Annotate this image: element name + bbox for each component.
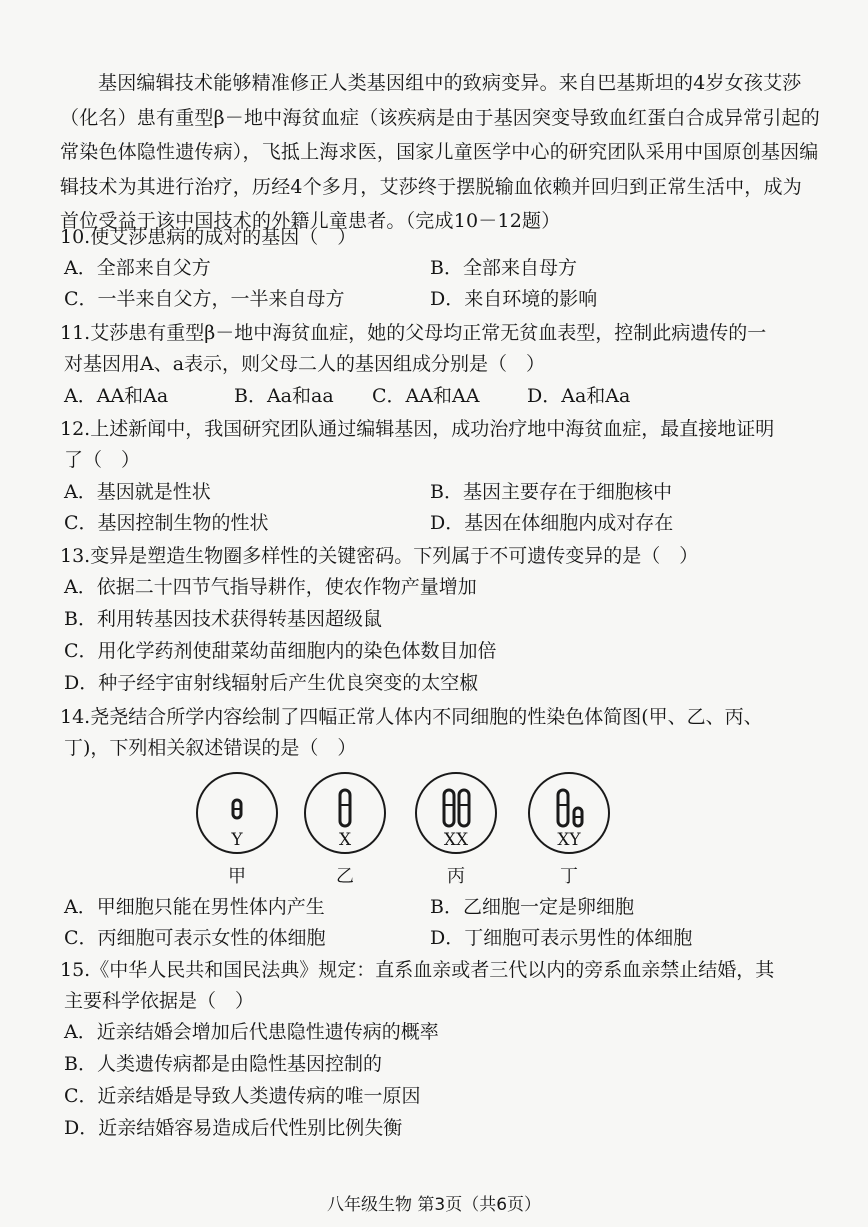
question-stem-line2: 主要科学依据是（ ）: [64, 990, 255, 1012]
option-d: D．近亲结婚容易造成后代性别比例失衡: [64, 1117, 403, 1139]
option-d: D．丁细胞可表示男性的体细胞: [430, 927, 693, 949]
cell-name-label: 丁: [560, 866, 578, 887]
question-15: [60, 955, 820, 1017]
option-c: C．基因控制生物的性状: [64, 512, 269, 534]
option-d: D．来自环境的影响: [430, 288, 598, 310]
option-b: B．人类遗传病都是由隐性基因控制的: [64, 1053, 382, 1075]
page-footer: 八年级生物 第3页（共6页）: [326, 1195, 542, 1215]
option-d: D．Aa和Aa: [527, 385, 631, 407]
chromosome-x-icon: [558, 790, 568, 826]
chromosome-x-icon: [459, 790, 469, 826]
cell-name-label: 甲: [228, 866, 246, 887]
cell-name-label: 乙: [336, 866, 354, 887]
chromosome-x-icon: [444, 790, 454, 826]
option-c: C．近亲结婚是导致人类遗传病的唯一原因: [64, 1085, 421, 1107]
chromosome-y-icon: [574, 808, 582, 826]
option-c: C．丙细胞可表示女性的体细胞: [64, 927, 326, 949]
intro-text: 基因编辑技术能够精准修正人类基因组中的致病变异。来自巴基斯坦的4岁女孩艾莎（化名）患有重型β－地中海贫血症（该疾病是由于基因突变导致血红蛋白合成异常引起的常染色体隐性遗传病），飞抵上海求医，国家儿童医学中心的研究团队采用中国原创基因编辑技术为其进行治疗，历经4个多月，艾莎终于摆脱输血依赖并回归到正常生活中，成为首位受益于该中国技术的外籍儿童患者。（完成10－12题）: [60, 72, 820, 232]
option-a: A．基因就是性状: [64, 481, 211, 503]
chromosome-label: Y: [231, 830, 243, 850]
option-a: A．近亲结婚会增加后代患隐性遗传病的概率: [64, 1021, 439, 1043]
option-b: B．全部来自母方: [430, 257, 577, 279]
option-c: C．AA和AA: [372, 385, 480, 407]
question-stem-line2: 对基因用A、a表示，则父母二人的基因组成分别是（ ）: [64, 353, 546, 375]
option-b: B．乙细胞一定是卵细胞: [430, 896, 634, 918]
question-stem-line1: 15.《中华人民共和国民法典》规定：直系血亲或者三代以内的旁系血亲禁止结婚，其: [60, 959, 775, 981]
question-stem-line1: 14.尧尧结合所学内容绘制了四幅正常人体内不同细胞的性染色体简图(甲、乙、丙、: [60, 706, 763, 728]
option-d: D．基因在体细胞内成对存在: [430, 512, 674, 534]
question-stem-line2: 了（ ）: [64, 449, 141, 471]
chromosome-label: XX: [443, 830, 469, 850]
question-stem: 10.使艾莎患病的成对的基因（ ）: [60, 226, 357, 248]
option-b: B．基因主要存在于细胞核中: [430, 481, 672, 503]
chromosome-x-icon: [340, 790, 350, 826]
question-stem-line1: 11.艾莎患有重型β－地中海贫血症，她的父母均正常无贫血表型，控制此病遗传的一: [60, 322, 767, 344]
option-c: C．一半来自父方，一半来自母方: [64, 288, 345, 310]
cell-name-label: 丙: [447, 866, 465, 887]
question-stem: 13.变异是塑造生物圈多样性的关键密码。下列属于不可遗传变异的是（ ）: [60, 545, 699, 567]
chromosome-label: X: [338, 830, 352, 850]
option-b: B．利用转基因技术获得转基因超级鼠: [64, 608, 382, 630]
option-b: B．Aa和aa: [234, 385, 334, 407]
option-c: C．用化学药剂使甜菜幼苗细胞内的染色体数目加倍: [64, 640, 497, 662]
question-stem-line1: 12.上述新闻中，我国研究团队通过编辑基因，成功治疗地中海贫血症，最直接地证明: [60, 418, 775, 440]
chromosome-label: XY: [557, 830, 581, 850]
option-a: A．甲细胞只能在男性体内产生: [64, 896, 325, 918]
option-d: D．种子经宇宙射线辐射后产生优良突变的太空椒: [64, 672, 479, 694]
question-stem-line2: 丁)，下列相关叙述错误的是（ ）: [64, 737, 357, 759]
option-a: A．全部来自父方: [64, 257, 211, 279]
chromosome-y-icon: [233, 800, 241, 818]
option-a: A．依据二十四节气指导耕作，使农作物产量增加: [64, 576, 477, 598]
option-a: A．AA和Aa: [64, 385, 169, 407]
